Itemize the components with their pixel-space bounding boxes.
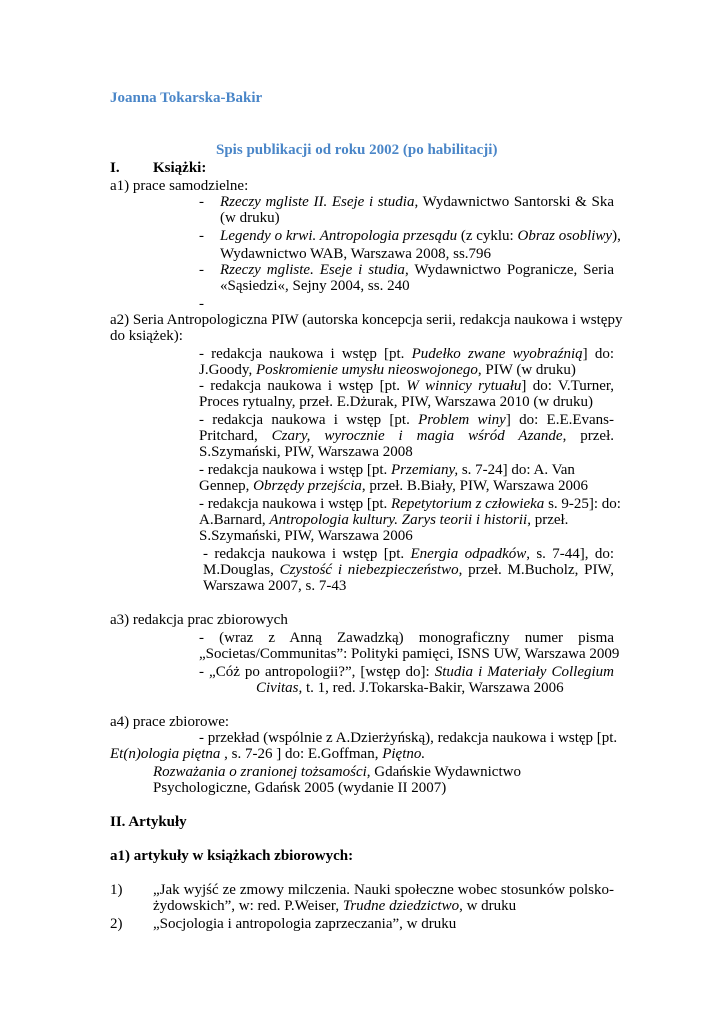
entry-line: - redakcja naukowa i wstęp [pt. Problem winy] do: E.E.Evans- bbox=[199, 412, 615, 428]
entry-line: - przekład (wspólnie z A.Dzierżyńską), redakcja naukowa i wstęp [pt. bbox=[199, 730, 618, 746]
section-number: I. bbox=[110, 160, 120, 176]
list-number: 1) bbox=[110, 882, 123, 898]
entry-line: Proces rytualny, przeł. E.Dżurak, PIW, Warszawa 2010 (w druku) bbox=[199, 394, 593, 410]
entry-line: „Societas/Communitas”: Polityki pamięci, ISNS UW, Warszawa 2009 bbox=[199, 646, 620, 662]
entry-line: J.Goody, Poskromienie umysłu nieoswojonego, PIW (w druku) bbox=[199, 362, 576, 378]
entry-line: M.Douglas, Czystość i niebezpieczeństwo, przeł. M.Bucholz, PIW, bbox=[203, 562, 614, 578]
subsection-heading: a1) prace samodzielne: bbox=[110, 178, 249, 194]
paragraph-line: do książek): bbox=[110, 328, 183, 344]
author-name: Joanna Tokarska-Bakir bbox=[110, 90, 263, 106]
entry-line: S.Szymański, PIW, Warszawa 2006 bbox=[199, 528, 413, 544]
entry-line: - redakcja naukowa i wstęp [pt. Przemiany, s. 7-24] do: A. Van bbox=[199, 462, 575, 478]
list-item-continuation: «Sąsiedzi«, Sejny 2004, ss. 240 bbox=[220, 278, 410, 294]
list-item: Legendy o krwi. Antropologia przesądu (z cyklu: Obraz osobliwy), bbox=[220, 228, 621, 244]
list-item: Rzeczy mgliste. Eseje i studia, Wydawnictwo Pogranicze, Seria bbox=[220, 262, 614, 278]
list-number: 2) bbox=[110, 916, 123, 932]
section-title: II. Artykuły bbox=[110, 814, 187, 830]
entry-line: A.Barnard, Antropologia kultury. Zarys teorii i historii, przeł. bbox=[199, 512, 569, 528]
list-dash: - bbox=[199, 228, 204, 244]
section-title: Książki: bbox=[153, 160, 207, 176]
subsection-heading: a4) prace zbiorowe: bbox=[110, 714, 230, 730]
entry-line: Civitas, t. 1, red. J.Tokarska-Bakir, Warszawa 2006 bbox=[256, 680, 564, 696]
entry-line: Et(n)ologia piętna , s. 7-26 ] do: E.Goffman, Piętno. bbox=[110, 746, 426, 762]
entry-line: Rozważania o zranionej tożsamości, Gdańskie Wydawnictwo bbox=[153, 764, 521, 780]
document-title: Spis publikacji od roku 2002 (po habilitacji) bbox=[216, 142, 498, 158]
entry-line: - redakcja naukowa i wstęp [pt. Pudełko zwane wyobraźnią] do: bbox=[199, 346, 615, 362]
entry-line: - „Cóż po antropologii?”, [wstęp do]: Studia i Materiały Collegium bbox=[199, 664, 614, 680]
list-dash: - bbox=[199, 194, 204, 210]
entry-line: - redakcja naukowa i wstęp [pt. W winnicy rytuału] do: V.Turner, bbox=[199, 378, 614, 394]
list-item-continuation: (w druku) bbox=[220, 210, 280, 226]
list-item: „Jak wyjść ze zmowy milczenia. Nauki społeczne wobec stosunków polsko- bbox=[153, 882, 614, 898]
subsection-heading: a1) artykuły w książkach zbiorowych: bbox=[110, 848, 354, 864]
entry-line: Psychologiczne, Gdańsk 2005 (wydanie II 2007) bbox=[153, 780, 447, 796]
list-item-continuation: żydowskich”, w: red. P.Weiser, Trudne dziedzictwo, w druku bbox=[153, 898, 517, 914]
entry-line: Gennep, Obrzędy przejścia, przeł. B.Biały, PIW, Warszawa 2006 bbox=[199, 478, 589, 494]
list-item: „Socjologia i antropologia zaprzeczania”, w druku bbox=[153, 916, 457, 932]
paragraph-line: a2) Seria Antropologiczna PIW (autorska koncepcja serii, redakcja naukowa i wstępy bbox=[110, 312, 623, 328]
entry-line: - redakcja naukowa i wstęp [pt. Energia odpadków, s. 7-44], do: bbox=[203, 546, 614, 562]
list-dash: - bbox=[199, 296, 204, 312]
entry-line: - (wraz z Anną Zawadzką) monograficzny numer pisma bbox=[199, 630, 614, 646]
list-item-continuation: Wydawnictwo WAB, Warszawa 2008, ss.796 bbox=[220, 246, 492, 262]
entry-line: Pritchard, Czary, wyrocznie i magia wśród Azande, przeł. bbox=[199, 428, 615, 444]
entry-line: S.Szymański, PIW, Warszawa 2008 bbox=[199, 444, 413, 460]
subsection-heading: a3) redakcja prac zbiorowych bbox=[110, 612, 288, 628]
entry-line: - redakcja naukowa i wstęp [pt. Repetytorium z człowieka s. 9-25]: do: bbox=[199, 496, 621, 512]
list-dash: - bbox=[199, 262, 204, 278]
entry-line: Warszawa 2007, s. 7-43 bbox=[203, 578, 347, 594]
list-item: Rzeczy mgliste II. Eseje i studia, Wydawnictwo Santorski & Ska bbox=[220, 194, 614, 210]
